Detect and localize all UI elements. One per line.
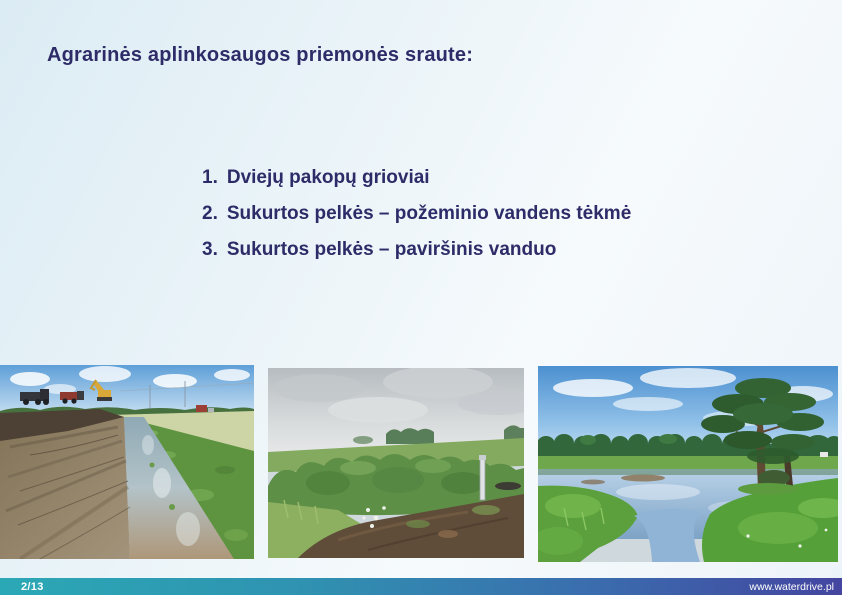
list-item-3: [202, 232, 631, 268]
ditch-construction-illustration: [0, 365, 254, 559]
list-item-2-number: 2.: [202, 203, 218, 224]
list-item-1-number: 1.: [202, 167, 218, 188]
photo-two-stage-ditch-construction: [0, 365, 254, 559]
wetland-pond-illustration: [538, 366, 838, 562]
photo-constructed-wetland-surface-water: [538, 366, 838, 562]
list-item-1-text: Dviejų pakopų grioviai: [226, 167, 430, 188]
slide-title: Agrarinės aplinkosaugos priemonės sraute:: [47, 44, 474, 66]
footer-bar: [0, 578, 842, 595]
list-item-3-text: Sukurtos pelkės – paviršinis vanduo: [226, 239, 557, 260]
page-indicator: 2/13: [21, 580, 44, 593]
wetland-vegetation-illustration: [268, 368, 524, 558]
photo-constructed-wetland-groundwater: [268, 368, 524, 558]
website-link[interactable]: www.waterdrive.pl: [749, 580, 834, 593]
list-item-3-number: 3.: [202, 239, 218, 260]
measures-list: [202, 160, 631, 268]
list-item-1: [202, 160, 631, 196]
list-item-2: [202, 196, 631, 232]
list-item-2-text: Sukurtos pelkės – požeminio vandens tėkmė: [226, 203, 632, 224]
excavated-bank: [0, 409, 130, 559]
